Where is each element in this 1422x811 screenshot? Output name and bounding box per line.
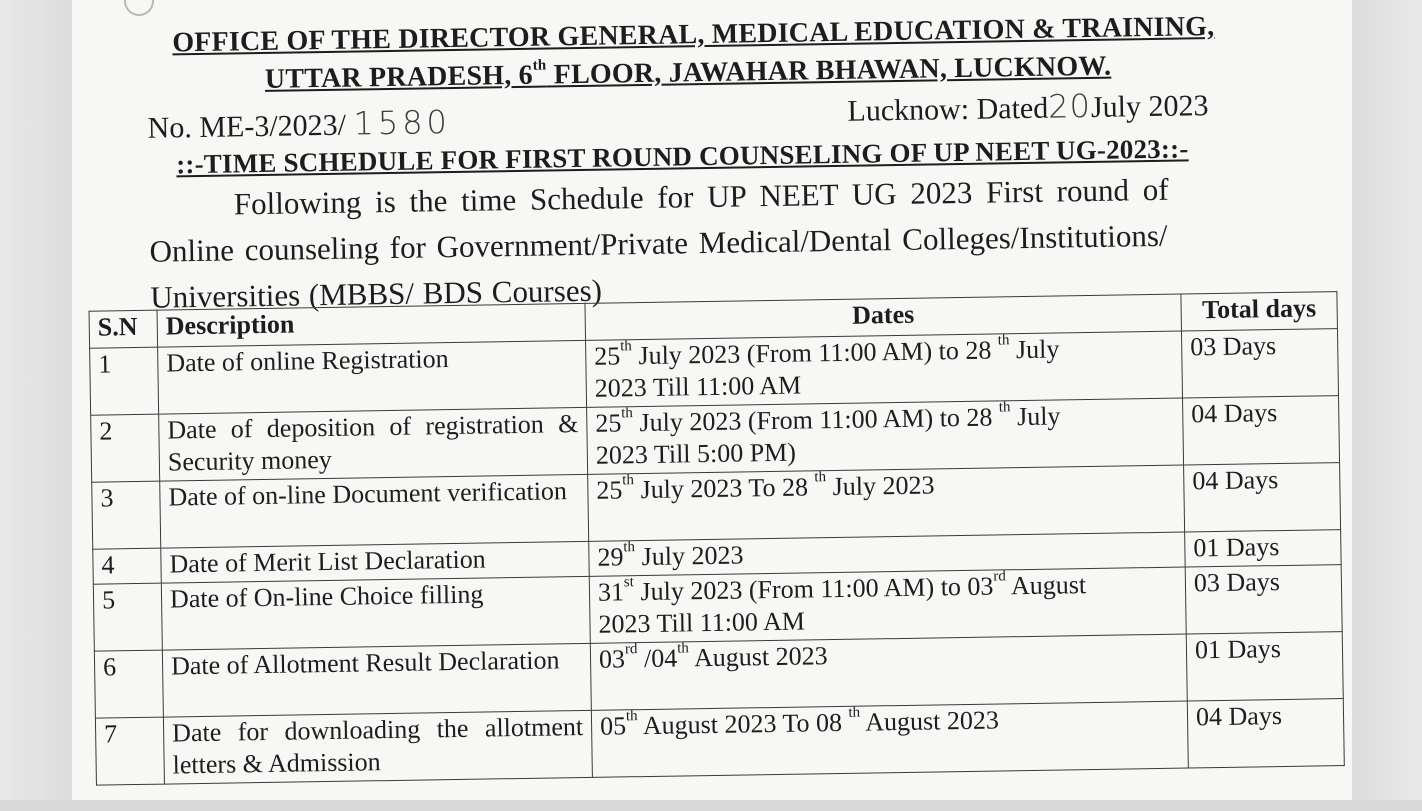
- page-edge-right: [1352, 0, 1422, 800]
- handwritten-number: 1580: [353, 103, 452, 143]
- cell-dates: 25th July 2023 To 28 $^{th}$ July 2023: [588, 465, 1185, 541]
- cell-description: Date of online Registration: [158, 340, 587, 414]
- cell-sn: 6: [94, 650, 163, 718]
- cell-dates: 25th July 2023 (From 11:00 AM) to 28 $^{th}$ July 2023 Till 5:00 PM): [587, 398, 1184, 474]
- header-description: Description: [157, 303, 586, 347]
- document-page: [72, 0, 1352, 800]
- intro-line2: Online counseling for Government/Private Medical/Dental Colleges/Institutions/: [149, 217, 1168, 269]
- cell-description: Date for downloading the allotment letters & Admission: [163, 710, 592, 784]
- subject-line: ::-TIME SCHEDULE FOR FIRST ROUND COUNSELING OF UP NEET UG-2023::-: [175, 133, 1189, 180]
- cell-total-days: 01 Days: [1186, 632, 1343, 701]
- intro-line3: Universities (MBBS/ BDS Courses): [150, 272, 603, 315]
- cell-sn: 4: [93, 548, 162, 584]
- header-sn: S.N: [89, 310, 158, 348]
- document-content: [66, 0, 1358, 811]
- cell-total-days: 04 Days: [1184, 463, 1341, 532]
- date-line: Lucknow: Dated20July 2023: [847, 86, 1209, 128]
- page-edge-left: [0, 0, 72, 800]
- cell-dates: 05th August 2023 To 08 $^{th}$ August 2023: [591, 701, 1188, 777]
- cell-dates: 29th July 2023: [589, 532, 1185, 576]
- cell-total-days: 04 Days: [1183, 396, 1340, 465]
- office-title-line2: UTTAR PRADESH, 6th FLOOR, JAWAHAR BHAWAN, LUCKNOW.: [264, 50, 1112, 95]
- header-dates: Dates: [585, 294, 1182, 340]
- cell-description: Date of Merit List Declaration: [161, 541, 589, 583]
- cell-sn: 2: [91, 414, 160, 482]
- intro-line1: Following is the time Schedule for UP NEET UG 2023 First round of: [233, 171, 1169, 222]
- cell-sn: 5: [93, 583, 162, 651]
- cell-total-days: 03 Days: [1185, 565, 1342, 634]
- cell-description: Date of deposition of registration & Security money: [159, 407, 588, 481]
- cell-sn: 7: [95, 717, 164, 785]
- cell-total-days: 03 Days: [1181, 329, 1338, 398]
- schedule-table: [89, 291, 1345, 786]
- handwritten-day: 20: [1047, 86, 1092, 126]
- cell-dates: 31st July 2023 (From 11:00 AM) to 03rd August 2023 Till 11:00 AM: [589, 567, 1186, 643]
- reference-number: No. ME-3/2023/ 1580: [147, 103, 452, 145]
- office-title-line1: OFFICE OF THE DIRECTOR GENERAL, MEDICAL EDUCATION & TRAINING,: [172, 11, 1215, 59]
- cell-sn: 3: [92, 481, 161, 549]
- cell-description: Date of Allotment Result Declaration: [162, 643, 591, 717]
- cell-description: Date of on-line Document verification: [160, 474, 589, 548]
- cell-sn: 1: [90, 347, 159, 415]
- cell-dates: 25th July 2023 (From 11:00 AM) to 28 $^{th}$ July 2023 Till 11:00 AM: [586, 331, 1183, 407]
- cell-total-days: 04 Days: [1187, 699, 1344, 768]
- cell-dates: 03rd /04th August 2023: [590, 634, 1187, 710]
- cell-total-days: 01 Days: [1185, 530, 1342, 567]
- cell-description: Date of On-line Choice filling: [161, 576, 590, 650]
- header-total-days: Total days: [1181, 292, 1338, 331]
